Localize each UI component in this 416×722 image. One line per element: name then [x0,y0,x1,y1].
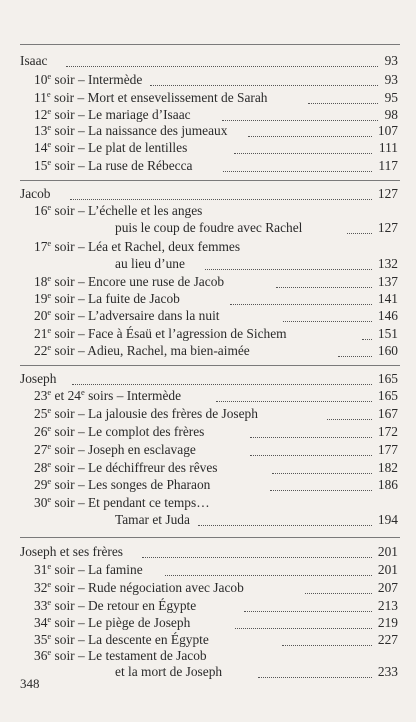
page-number: 95 [384,90,398,105]
entry-continuation: puis le coup de foudre avec Rachel [115,220,303,235]
section-title: Joseph [20,371,57,386]
entry-label: soir – L’échelle et les anges [54,203,203,218]
entry-text [34,475,210,495]
toc-entry [20,306,400,326]
ordinal-suffix: e [80,387,85,397]
ordinal-suffix: e [47,476,52,486]
evening-number: 35 [34,632,48,647]
entry-text [34,578,244,598]
evening-number: 33 [34,598,48,613]
toc-entry [20,422,400,442]
toc-entry-continuation [20,218,400,238]
evening-number: 16 [34,203,48,218]
leader-dots [276,287,372,288]
page-number: 233 [377,664,398,679]
entry-label: soir – Joseph en esclavage [54,442,196,457]
evening-number: 11 [34,90,47,105]
page-number: 117 [378,158,398,173]
ordinal-suffix: e [47,631,52,641]
page-number: 160 [377,343,398,358]
leader-dots [142,557,372,558]
ordinal-suffix: e [47,441,52,451]
ordinal-suffix: e [47,157,52,167]
evening-number: 27 [34,442,48,457]
page-number: 201 [377,562,398,577]
evening-number: 14 [34,140,48,155]
page-number: 137 [377,274,398,289]
evening-number: 31 [34,562,48,577]
ordinal-suffix: e [47,106,52,116]
toc-entry-continuation [20,254,400,274]
ordinal-suffix: e [47,139,52,149]
ordinal-suffix: e [47,238,52,248]
entry-text [34,306,220,326]
entry-text [34,560,143,580]
entry-label: soir – Le complot des frères [54,424,205,439]
entry-continuation: au lieu d’une [115,256,185,271]
page-number: 107 [377,123,398,138]
ordinal-suffix: e [47,494,52,504]
entry-continuation: Tamar et Juda [115,512,190,527]
entry-label: soir – L’adversaire dans la nuit [54,308,220,323]
entry-label: soir – Adieu, Rachel, ma bien-aimée [54,343,250,358]
entry-label: soir – Les songes de Pharaon [54,477,211,492]
evening-number: 36 [34,648,48,663]
leader-dots [165,575,372,576]
page-number: 219 [377,615,398,630]
ordinal-suffix: e [47,307,52,317]
evening-number: 28 [34,460,48,475]
ordinal-suffix: e [47,597,52,607]
entry-label: soir – Le mariage d’Isaac [54,107,191,122]
entry-label: soir – Léa et Rachel, deux femmes [54,239,241,254]
page-number: 213 [377,598,398,613]
leader-dots [362,339,372,340]
evening-number: 15 [34,158,48,173]
evening-number: 30 [34,495,48,510]
entry-label: soir – Mort et ensevelissement de Sarah [54,90,268,105]
leader-dots [248,136,372,137]
ordinal-suffix: e [47,342,52,352]
leader-dots [235,628,372,629]
evening-number: 29 [34,477,48,492]
entry-label: soir – Face à Ésaü et l’agression de Sichem [54,326,287,341]
page-number: 201 [377,544,398,559]
leader-dots [250,455,372,456]
page-number: 98 [384,107,398,122]
ordinal-suffix: e [47,325,52,335]
page-number: 194 [377,512,398,527]
leader-dots [234,153,372,154]
ordinal-suffix: e [47,122,52,132]
folio-page-number: 348 [20,676,40,691]
leader-dots [270,490,372,491]
evening-number: 19 [34,291,48,306]
entry-label: soir – Le déchiffreur des rêves [54,460,218,475]
entry-text [34,404,258,424]
toc-entry [20,156,400,176]
entry-connector: et [54,388,65,403]
entry-label: soir – Le testament de Jacob [54,648,207,663]
evening-number: 32 [34,580,48,595]
leader-dots [198,525,372,526]
entry-label: soir – La fuite de Jacob [54,291,180,306]
entry-text [34,70,142,90]
toc-entry [20,138,400,158]
page-number: 151 [377,326,398,341]
leader-dots [308,103,378,104]
section-title: Joseph et ses frères [20,544,123,559]
leader-dots [230,304,372,305]
entry-label: soir – De retour en Égypte [54,598,197,613]
entry-label: soir – La famine [54,562,143,577]
section-rule [20,365,400,366]
page-number: 172 [377,424,398,439]
ordinal-suffix: e [47,459,52,469]
evening-number: 23 [34,388,48,403]
evening-number: 18 [34,274,48,289]
entry-label: soir – La ruse de Rébecca [54,158,193,173]
ordinal-suffix: e [47,273,52,283]
page-number: 146 [377,308,398,323]
ordinal-suffix: e [47,561,52,571]
leader-dots [258,677,372,678]
entry-label: soirs – Intermède [88,388,182,403]
evening-number: 17 [34,239,48,254]
entry-text [34,138,187,158]
entry-label: soir – Le plat de lentilles [54,140,188,155]
toc-entry [20,578,400,598]
section-rule [20,44,400,45]
ordinal-suffix: e [47,614,52,624]
page-number: 111 [378,140,398,155]
evening-number: 25 [34,406,48,421]
toc-entry [20,440,400,460]
evening-number: 34 [34,615,48,630]
section-rule [20,180,400,181]
section-rule [20,537,400,538]
leader-dots [283,321,372,322]
page-number: 165 [377,371,398,386]
ordinal-suffix: e [47,71,52,81]
leader-dots [272,473,372,474]
evening-number: 24 [67,388,81,403]
ordinal-suffix: e [47,423,52,433]
page-number: 141 [377,291,398,306]
entry-text [34,422,204,442]
entry-text [34,341,250,361]
toc-entry [20,386,400,406]
entry-text [34,156,192,176]
section-title: Isaac [20,53,48,68]
leader-dots [223,171,372,172]
evening-number: 26 [34,424,48,439]
leader-dots [205,269,372,270]
leader-dots [338,356,372,357]
page-number: 167 [377,406,398,421]
entry-continuation: et la mort de Joseph [115,664,223,679]
page-number: 177 [377,442,398,457]
page-number: 127 [377,186,398,201]
page-number: 127 [377,220,398,235]
toc-entry-continuation [20,510,400,530]
entry-label: soir – Intermède [54,72,143,87]
leader-dots [216,401,372,402]
ordinal-suffix: e [47,647,52,657]
evening-number: 12 [34,107,48,122]
page-number: 207 [377,580,398,595]
evening-number: 13 [34,123,48,138]
toc-entry-continuation [20,662,400,682]
leader-dots [305,593,372,594]
ordinal-suffix: e [47,387,52,397]
entry-text [34,386,181,406]
leader-dots [150,85,378,86]
leader-dots [66,66,378,67]
page-number: 93 [384,72,398,87]
entry-label: soir – Encore une ruse de Jacob [54,274,225,289]
leader-dots [70,199,372,200]
page-number: 227 [377,632,398,647]
page-number: 132 [377,256,398,271]
leader-dots [327,419,372,420]
toc-entry [20,341,400,361]
entry-label: soir – Le piège de Joseph [54,615,191,630]
evening-number: 21 [34,326,48,341]
page-number: 182 [377,460,398,475]
entry-label: soir – Rude négociation avec Jacob [54,580,244,595]
toc-entry [20,475,400,495]
ordinal-suffix: e [46,89,51,99]
ordinal-suffix: e [47,579,52,589]
evening-number: 22 [34,343,48,358]
section-heading [20,542,400,562]
leader-dots [347,233,372,234]
entry-label: soir – Et pendant ce temps… [54,495,210,510]
page-number: 165 [377,388,398,403]
toc-entry [20,560,400,580]
section-heading [20,51,400,71]
entry-label: soir – La jalousie des frères de Joseph [54,406,258,421]
ordinal-suffix: e [47,202,52,212]
ordinal-suffix: e [47,290,52,300]
entry-label: soir – La naissance des jumeaux [54,123,228,138]
evening-number: 10 [34,72,48,87]
toc-entry [20,404,400,424]
section-title: Jacob [20,186,51,201]
entry-label: soir – La descente en Égypte [54,632,209,647]
toc-entry [20,70,400,90]
evening-number: 20 [34,308,48,323]
page-number: 93 [384,53,398,68]
page-number: 186 [377,477,398,492]
leader-dots [250,437,372,438]
ordinal-suffix: e [47,405,52,415]
leader-dots [244,611,372,612]
entry-text [34,440,196,460]
leader-dots [72,384,372,385]
